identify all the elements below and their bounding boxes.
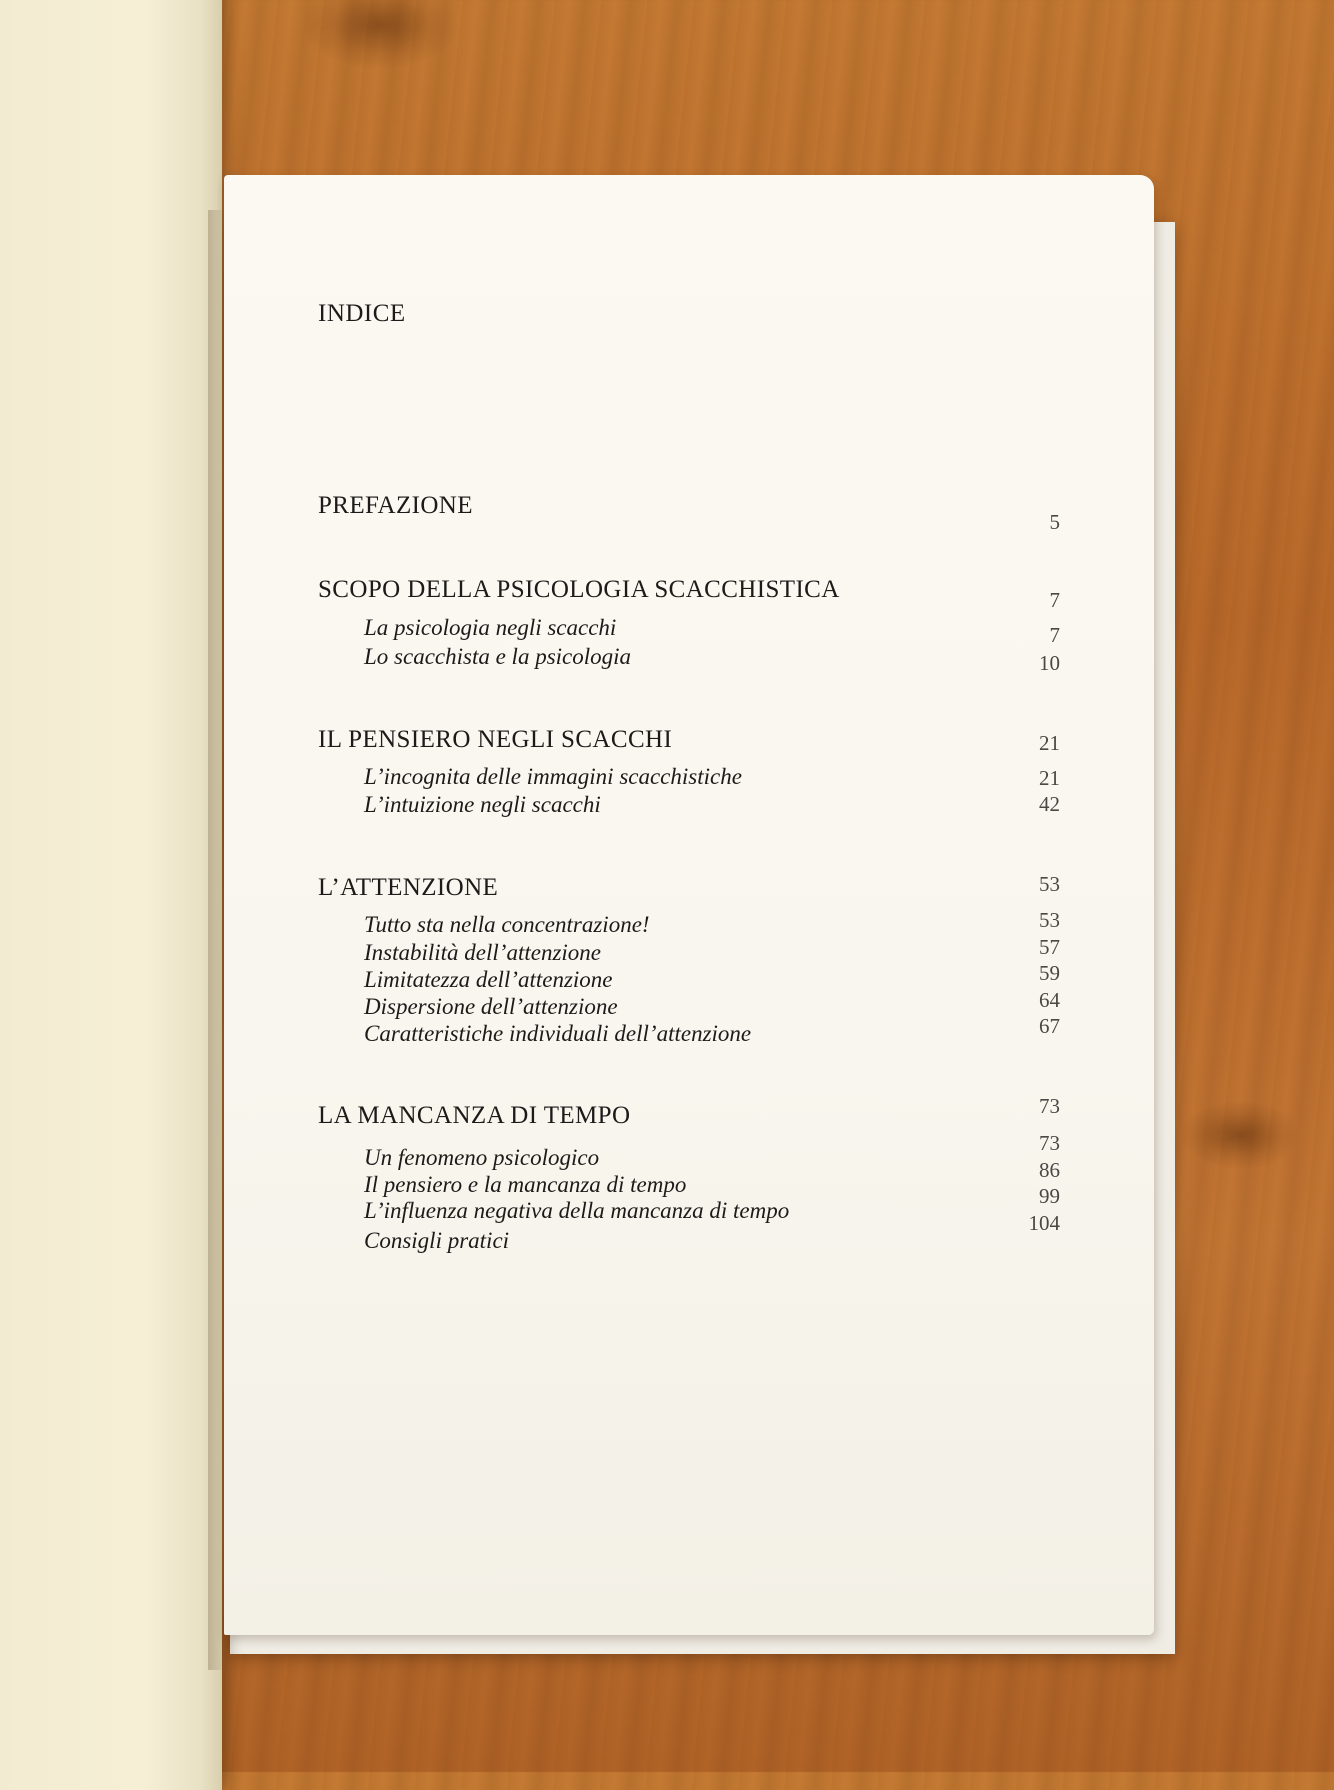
section-page-attenzione: 53 [1039,872,1060,896]
section-page-prefazione: 5 [1049,510,1060,534]
section-title-scopo: SCOPO DELLA PSICOLOGIA SCACCHISTICA [318,576,840,603]
entry-title: Caratteristiche individuali dell’attenzione [364,1021,752,1046]
toc-title: INDICE [318,300,406,327]
entry-title: Limitatezza dell’attenzione [364,967,613,992]
entry-title: Il pensiero e la mancanza di tempo [364,1172,687,1197]
entry-title: La psicologia negli scacchi [364,615,617,640]
entry-page: 64 [1039,988,1060,1012]
section-title-mancanza: LA MANCANZA DI TEMPO [318,1102,631,1129]
section-page-scopo: 7 [1049,588,1060,612]
entry-title: Tutto sta nella concentrazione! [364,912,650,937]
entry-page: 57 [1039,935,1060,959]
wood-knot [300,0,460,70]
entry-title: Dispersione dell’attenzione [364,994,618,1019]
entry-title: Consigli pratici [364,1228,510,1253]
entry-title: L’influenza negativa della mancanza di tempo [364,1198,790,1223]
entry-title: Instabilità dell’attenzione [364,940,601,965]
entry-page: 67 [1039,1014,1060,1038]
section-title-pensiero: IL PENSIERO NEGLI SCACCHI [318,726,673,753]
entry-page: 7 [1049,623,1060,647]
entry-title: L’incognita delle immagini scacchistiche [364,764,742,789]
entry-page: 86 [1039,1158,1060,1182]
entry-title: Un fenomeno psicologico [364,1145,600,1170]
entry-page: 53 [1039,908,1060,932]
section-page-mancanza: 73 [1039,1094,1060,1118]
left-page [0,0,222,1790]
section-title-prefazione: PREFAZIONE [318,492,473,519]
entry-page: 10 [1039,651,1060,675]
index-page [224,175,1154,1635]
entry-page: 21 [1039,766,1060,790]
entry-page: 104 [1028,1211,1060,1235]
entry-page: 59 [1039,961,1060,985]
section-title-attenzione: L’ATTENZIONE [318,874,499,901]
section-page-pensiero: 21 [1039,731,1060,755]
entry-page: 73 [1039,1131,1060,1155]
entry-title: Lo scacchista e la psicologia [364,644,632,669]
entry-title: L’intuizione negli scacchi [364,792,601,817]
entry-page: 99 [1039,1184,1060,1208]
wood-knot [1180,1100,1300,1170]
entry-page: 42 [1039,792,1060,816]
